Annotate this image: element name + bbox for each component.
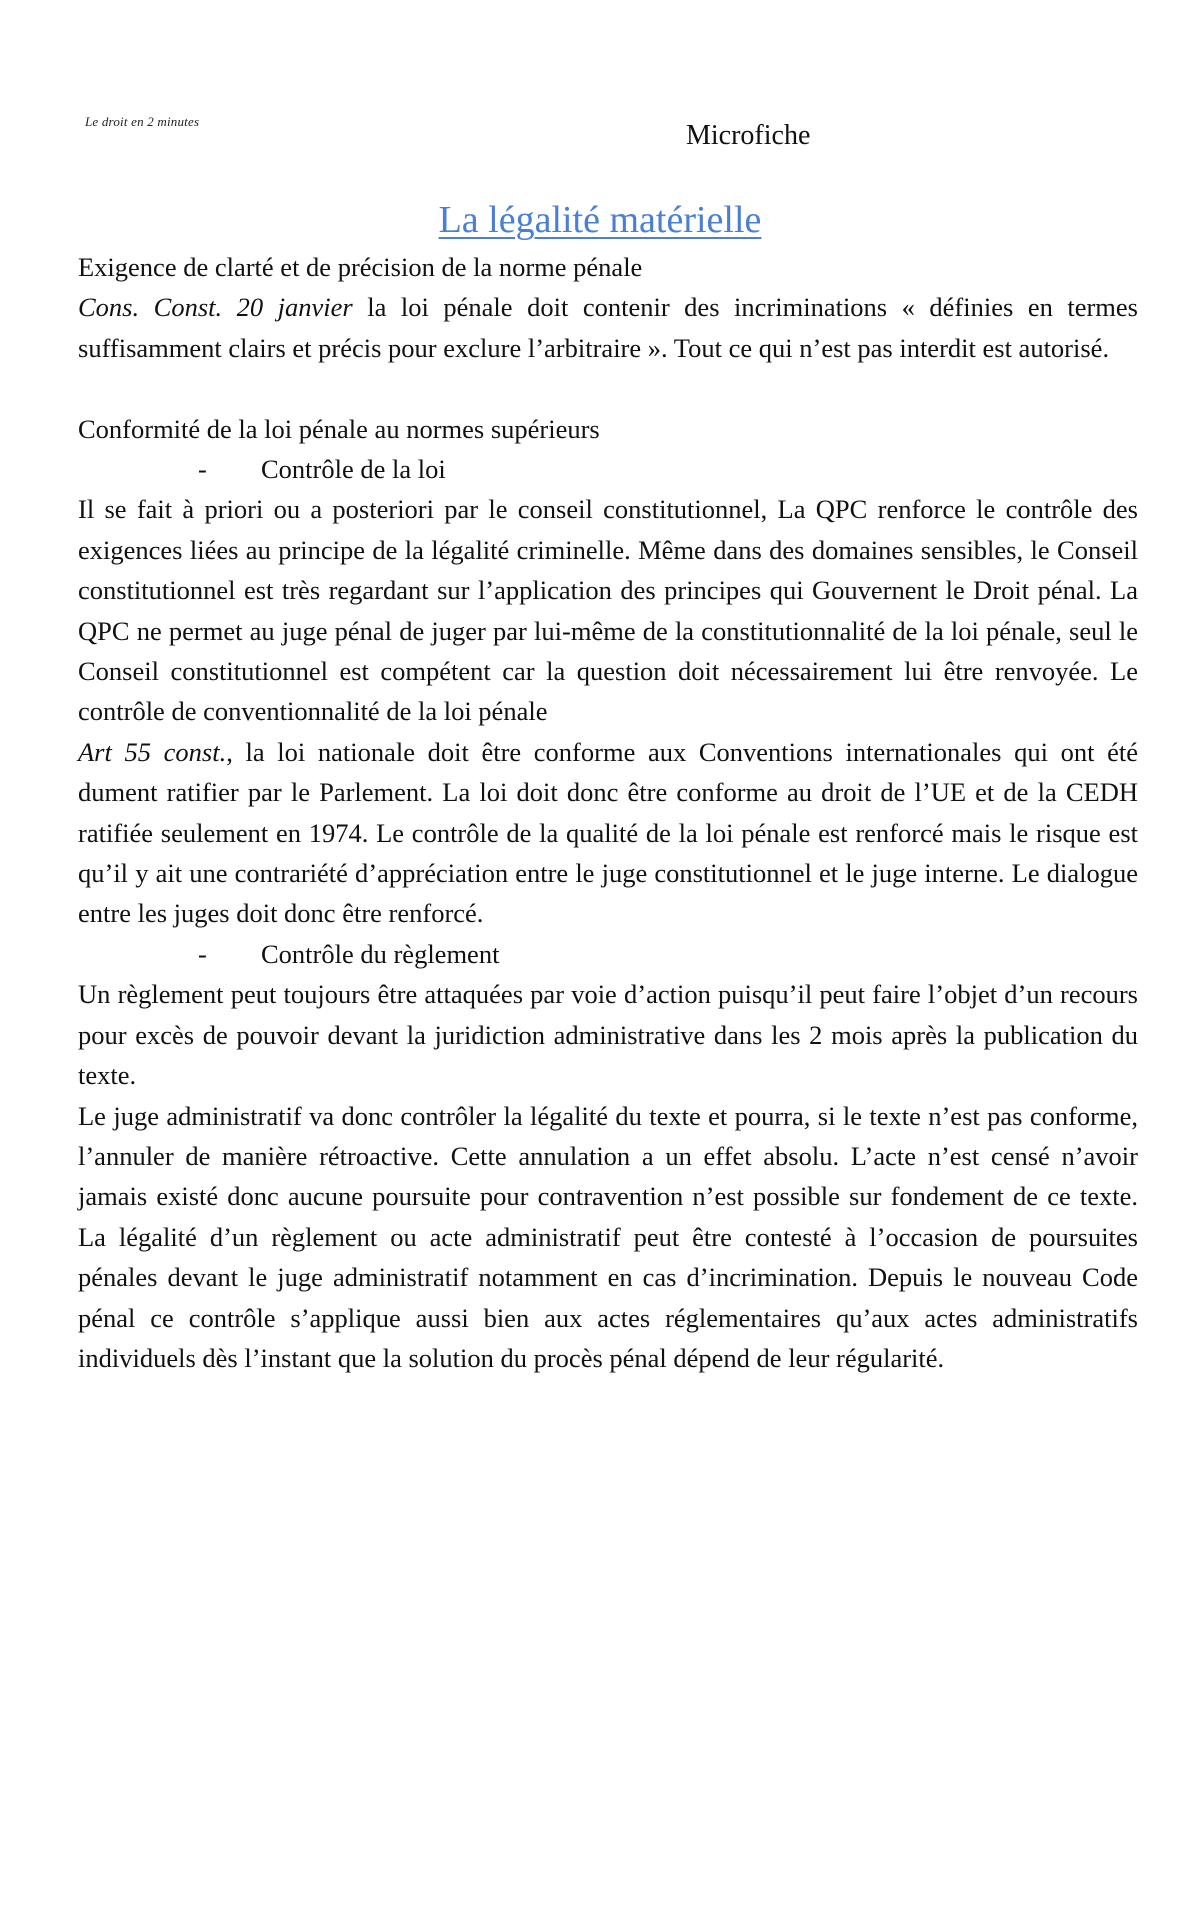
paragraph-cons-const bbox=[78, 287, 1138, 368]
header-label: Microfiche bbox=[686, 120, 811, 151]
paragraph-controle-loi: Il se fait à priori ou a posteriori par le conseil constitutionnel, La QPC renforce le contrôle des exigences liées au principe de la légalité criminelle. Même dans des domaines sensibles, le Conseil constitutionnel est très regardant sur l’application des principes qui Gouvernent le Droit pénal. La QPC ne permet au juge pénal de juger par lui-même de la constitutionnalité de la loi pénale, seul le Conseil constitutionnel est compétent car la question doit nécessairement lui être renvoyée. Le contrôle de conventionnalité de la loi pénale bbox=[78, 494, 1138, 727]
header-note: Le droit en 2 minutes bbox=[85, 114, 200, 129]
bullet-label: Contrôle du règlement bbox=[261, 938, 500, 969]
paragraph-cons-const-text: la loi pénale doit contenir des incriminations « définies en termes suffisamment clairs et précis pour exclure l’arbitraire ». Tout ce qui n’est pas interdit est autorisé. bbox=[78, 292, 1138, 363]
paragraph-reglement-controle: Le juge administratif va donc contrôler la légalité du texte et pourra, si le texte n’est pas conforme, l’annuler de manière rétroactive. Cette annulation a un effet absolu. L’acte n’est censé n’avoir jamais existé donc aucune poursuite pour contravention n’est possible sur fondement de ce texte. La légalité d’un règlement ou acte administratif peut être contesté à l’occasion de poursuites pénales devant le juge administratif notamment en cas d’incrimination. Depuis le nouveau Code pénal ce contrôle s’applique aussi bien aux actes réglementaires qu’aux actes administratifs individuels dès l’instant que la solution du procès pénal dépend de leur régularité. bbox=[78, 1100, 1138, 1373]
section-heading-clarte: Exigence de clarté et de précision de la norme pénale bbox=[78, 252, 643, 282]
bullet-dash: - bbox=[198, 938, 207, 969]
paragraph-reglement-recours: Un règlement peut toujours être attaquées par voie d’action puisqu’il peut faire l’objet d’un recours pour excès de pouvoir devant la juridiction administrative dans les 2 mois après la publication du texte. bbox=[78, 979, 1138, 1091]
bullet-dash: - bbox=[198, 454, 207, 485]
reference-art55: Art 55 const. bbox=[78, 736, 227, 767]
bullet-controle-loi bbox=[78, 449, 1138, 489]
document-body bbox=[78, 247, 1138, 1378]
bullet-controle-reglement bbox=[78, 934, 1138, 974]
blank-line bbox=[78, 368, 1138, 408]
paragraph-art55-text: , la loi nationale doit être conforme aux Conventions internationales qui ont été dument ratifier par le Parlement. La loi doit donc être conforme au droit de l’UE et de la CEDH ratifiée seulement en 1974. Le contrôle de la qualité de la loi pénale est renforcé mais le risque est qu’il y ait une contrariété d’appréciation entre le juge constitutionnel et le juge interne. Le dialogue entre les juges doit donc être renforcé. bbox=[78, 736, 1138, 929]
section-heading-conformite: Conformité de la loi pénale au normes supérieurs bbox=[78, 413, 600, 444]
bullet-label: Contrôle de la loi bbox=[261, 454, 446, 485]
reference-cons-const: Cons. Const. 20 janvier bbox=[78, 292, 353, 323]
paragraph-art55 bbox=[78, 732, 1138, 934]
document-title: La légalité matérielle bbox=[438, 199, 762, 241]
